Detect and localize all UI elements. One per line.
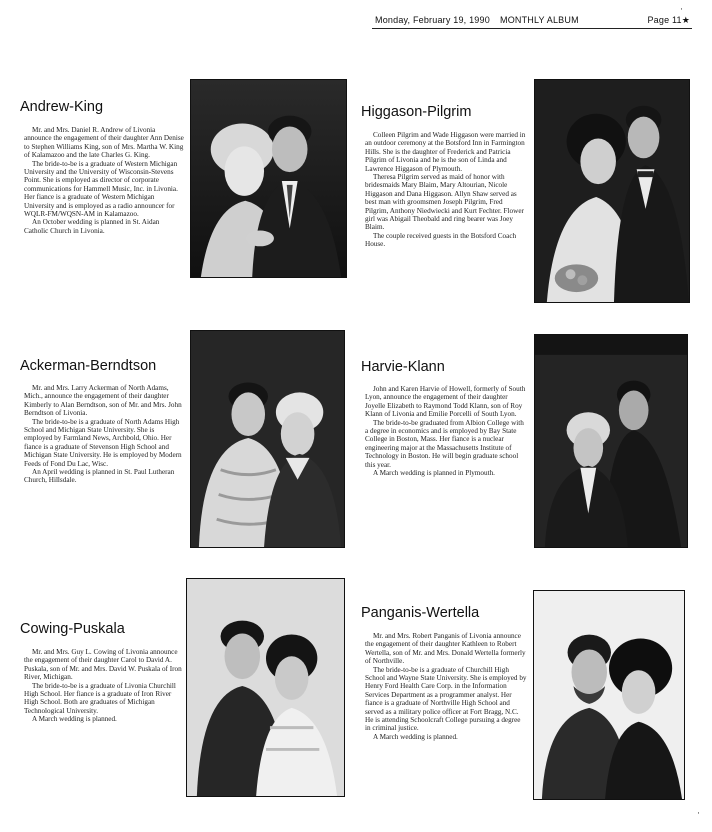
headline-cowing-puskala: Cowing-Puskala [20, 621, 125, 637]
article-paragraph: The bride-to-be graduated from Albion College with a degree in economics and is employed by Bay State College in Boston, Mass. Her fiance is a nuclear engineering major at the Massachusetts Institute of Technology in Boston. He will begin graduate school this year. [365, 418, 524, 469]
header-publication: MONTHLY ALBUM [500, 15, 579, 25]
photo-andrew-king [190, 79, 347, 278]
article-paragraph: A March wedding is planned. [32, 715, 117, 724]
article-paragraph: The couple received guests in the Botsford Coach House. [365, 231, 517, 249]
header-date: Monday, February 19, 1990 [375, 15, 490, 25]
article-paragraph: Mr. and Mrs. Larry Ackerman of North Adams, Mich., announce the engagement of their daughter Kimberly to Alan Berndtson, son of Mr. and Mrs. John Berndtson of Livonia. [24, 384, 182, 418]
photo-cowing-puskala [186, 578, 345, 797]
article-paragraph: The bride-to-be is a graduate of Western Michigan University and the University of Wisconsin-Stevens Point. She is employed as director of corporate communications for Hammell Music, Inc. in Livonia. Her fiance is a graduate of Western Michigan University and is employed as a radio announcer for WQLR-FM/WQSN-AM in Kalamazoo. [24, 159, 178, 219]
headline-harvie-klann: Harvie-Klann [361, 359, 445, 375]
headline-panganis-wertella: Panganis-Wertella [361, 605, 480, 621]
photo-higgason-pilgrim [534, 79, 690, 303]
photo-panganis-wertella [533, 590, 685, 800]
article-paragraph: Mr. and Mrs. Robert Panganis of Livonia announce the engagement of their daughter Kathleen to Robert Wertella, son of Mr. and Mrs. Donald Wertella formerly of Northville. [365, 632, 526, 666]
article-paragraph: The bride-to-be is a graduate of Livonia Churchill High School. Her fiance is a graduate of Iron River High School. Both are graduates of Michigan Technological University. [24, 681, 176, 715]
article-paragraph: Theresa Pilgrim served as maid of honor with bridesmaids Mary Blaim, Mary Altourian, Nicole Higgason and Dana Higgason. Allyn Shaw served as best man with groomsmen Joseph Pilgrim, Fred Pilgrim, Anthony Niedwiecki and Kurt Fechter. Flower girl was Abigail Theobald and ring bearer was Joey Blaim. [365, 173, 524, 232]
headline-higgason-pilgrim: Higgason-Pilgrim [361, 104, 472, 120]
headline-ackerman-berndtson: Ackerman-Berndtson [20, 358, 157, 374]
article-panganis-wertella [365, 632, 527, 741]
article-ackerman-berndtson [24, 384, 184, 485]
article-paragraph: An April wedding is planned in St. Paul Lutheran Church, Hillsdale. [24, 468, 175, 485]
article-paragraph: Mr. and Mrs. Daniel R. Andrew of Livonia announce the engagement of their daughter Ann Denise to Stephen Williams King, son of Mrs. Martha W. King of Kalamazoo and the late Charles G. King. [24, 126, 184, 160]
article-andrew-king [24, 126, 184, 235]
article-paragraph: An October wedding is planned in St. Aidan Catholic Church in Livonia. [24, 218, 160, 235]
photo-ackerman-berndtson [190, 330, 345, 548]
page-header [372, 14, 692, 29]
article-cowing-puskala [24, 648, 182, 724]
article-paragraph: A March wedding is planned. [373, 732, 458, 741]
article-harvie-klann [365, 385, 527, 477]
headline-andrew-king: Andrew-King [20, 99, 104, 115]
article-paragraph: Mr. and Mrs. Guy L. Cowing of Livonia announce the engagement of their daughter Carol to David A. Puskala, son of Mr. and Mrs. David W. Puskala of Iron River, Michigan. [24, 648, 182, 682]
header-page-number: Page 11★ [647, 15, 690, 25]
article-higgason-pilgrim [365, 131, 527, 249]
article-paragraph: Colleen Pilgrim and Wade Higgason were married in an outdoor ceremony at the Botsford Inn in Farmington Hills. She is the daughter of Frederick and Patricia Pilgrim of Livonia and he is the son of Linda and Lawrence Higgason of Plymouth. [365, 131, 526, 173]
edge-mark: · [697, 808, 700, 818]
article-paragraph: The bride-to-be is a graduate of North Adams High School and Michigan State University. She is employed by Farmland News, Archbold, Ohio. Her fiance is a graduate of Stevenson High School and Michigan State University. He is employed by Modern Feeds of Fond Du Lac, Wisc. [24, 417, 182, 468]
article-paragraph: John and Karen Harvie of Howell, formerly of South Lyon, announce the engagement of their daughter Joyelle Elizabeth to Raymond Todd Klann, son of Roy Klann of Livonia and Emilie Porcelli of South Lyon. [365, 385, 526, 419]
edge-mark: · [680, 4, 683, 14]
article-paragraph: A March wedding is planned in Plymouth. [373, 469, 495, 478]
article-paragraph: The bride-to-be is a graduate of Churchill High School and Wayne State University. She is employed by Henry Ford Health Care Corp. in the Information Services Department as a programmer analyst. Her fiance is a graduate of Northville High School and served as a military police officer at Fort Bragg, N.C. He is attending Schoolcraft College pursuing a degree in criminal justice. [365, 665, 527, 733]
photo-harvie-klann [534, 334, 688, 548]
